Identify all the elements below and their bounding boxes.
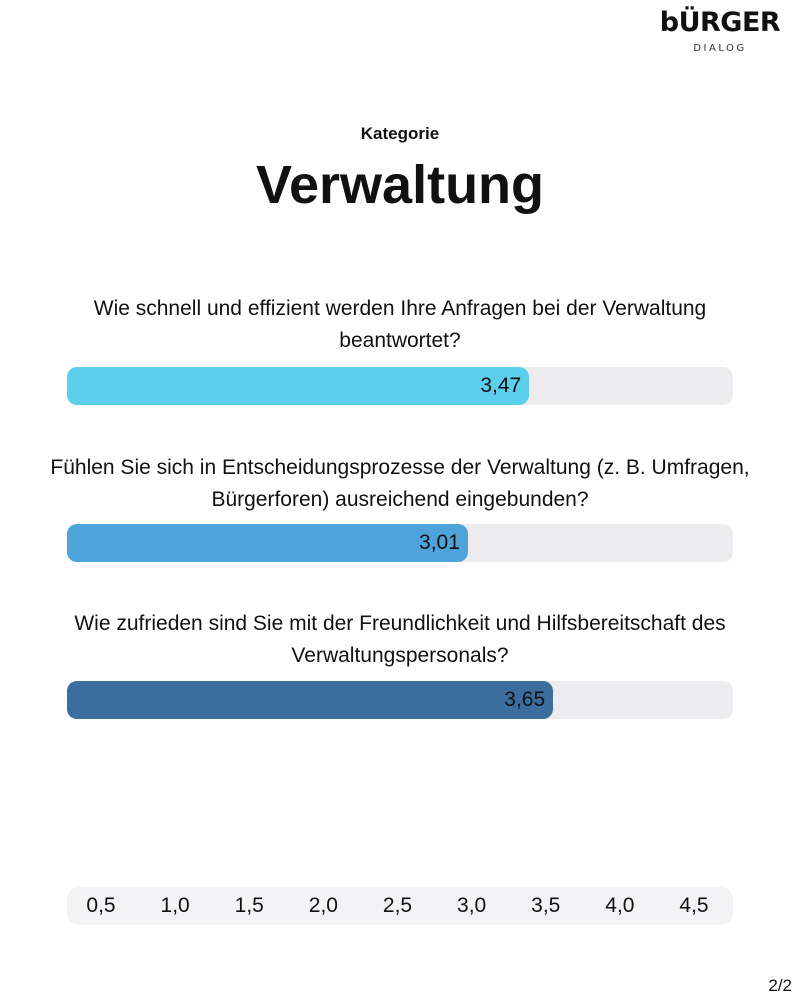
brand-name: bÜRGER [659,7,781,38]
question-2-label: Fühlen Sie sich in Entscheidungsprozesse der Verwaltung (z. B. Umfragen, Bürgerforen) ausreichend eingebunden? [50,456,750,511]
bar-3-value-label: 3,65 [504,688,546,711]
x-tick-label: 2,0 [308,894,338,917]
bar-1-value-label: 3,47 [480,374,522,397]
question-3-label: Wie zufrieden sind Sie mit der Freundlichkeit und Hilfsbereitschaft des Verwaltungspersonals? [74,612,726,667]
page-indicator: 2/2 [768,976,792,995]
x-tick-label: 4,5 [679,894,709,917]
x-tick-label: 4,0 [605,894,635,917]
page-title: Verwaltung [255,155,545,215]
x-tick-label: 3,0 [457,894,487,917]
x-tick-label: 1,0 [160,894,190,917]
x-tick-label: 3,5 [531,894,561,917]
bar-3 [67,681,553,719]
bar-2 [67,524,468,562]
x-tick-label: 1,5 [234,894,264,917]
x-tick-label: 0,5 [86,894,116,917]
x-axis [67,887,733,925]
brand-logo [650,6,790,54]
category-label: Kategorie [360,124,440,143]
question-1-label: Wie schnell und effizient werden Ihre Anfragen bei der Verwaltung beantwortet? [93,297,707,352]
bar-2-value-label: 3,01 [419,531,460,554]
bar-track-2 [67,524,733,562]
bar-1 [67,367,529,405]
brand-sub: DIALOG [693,43,747,54]
x-tick-label: 2,5 [382,894,413,917]
bar-track-1 [67,367,733,405]
bar-track-3 [67,681,733,719]
